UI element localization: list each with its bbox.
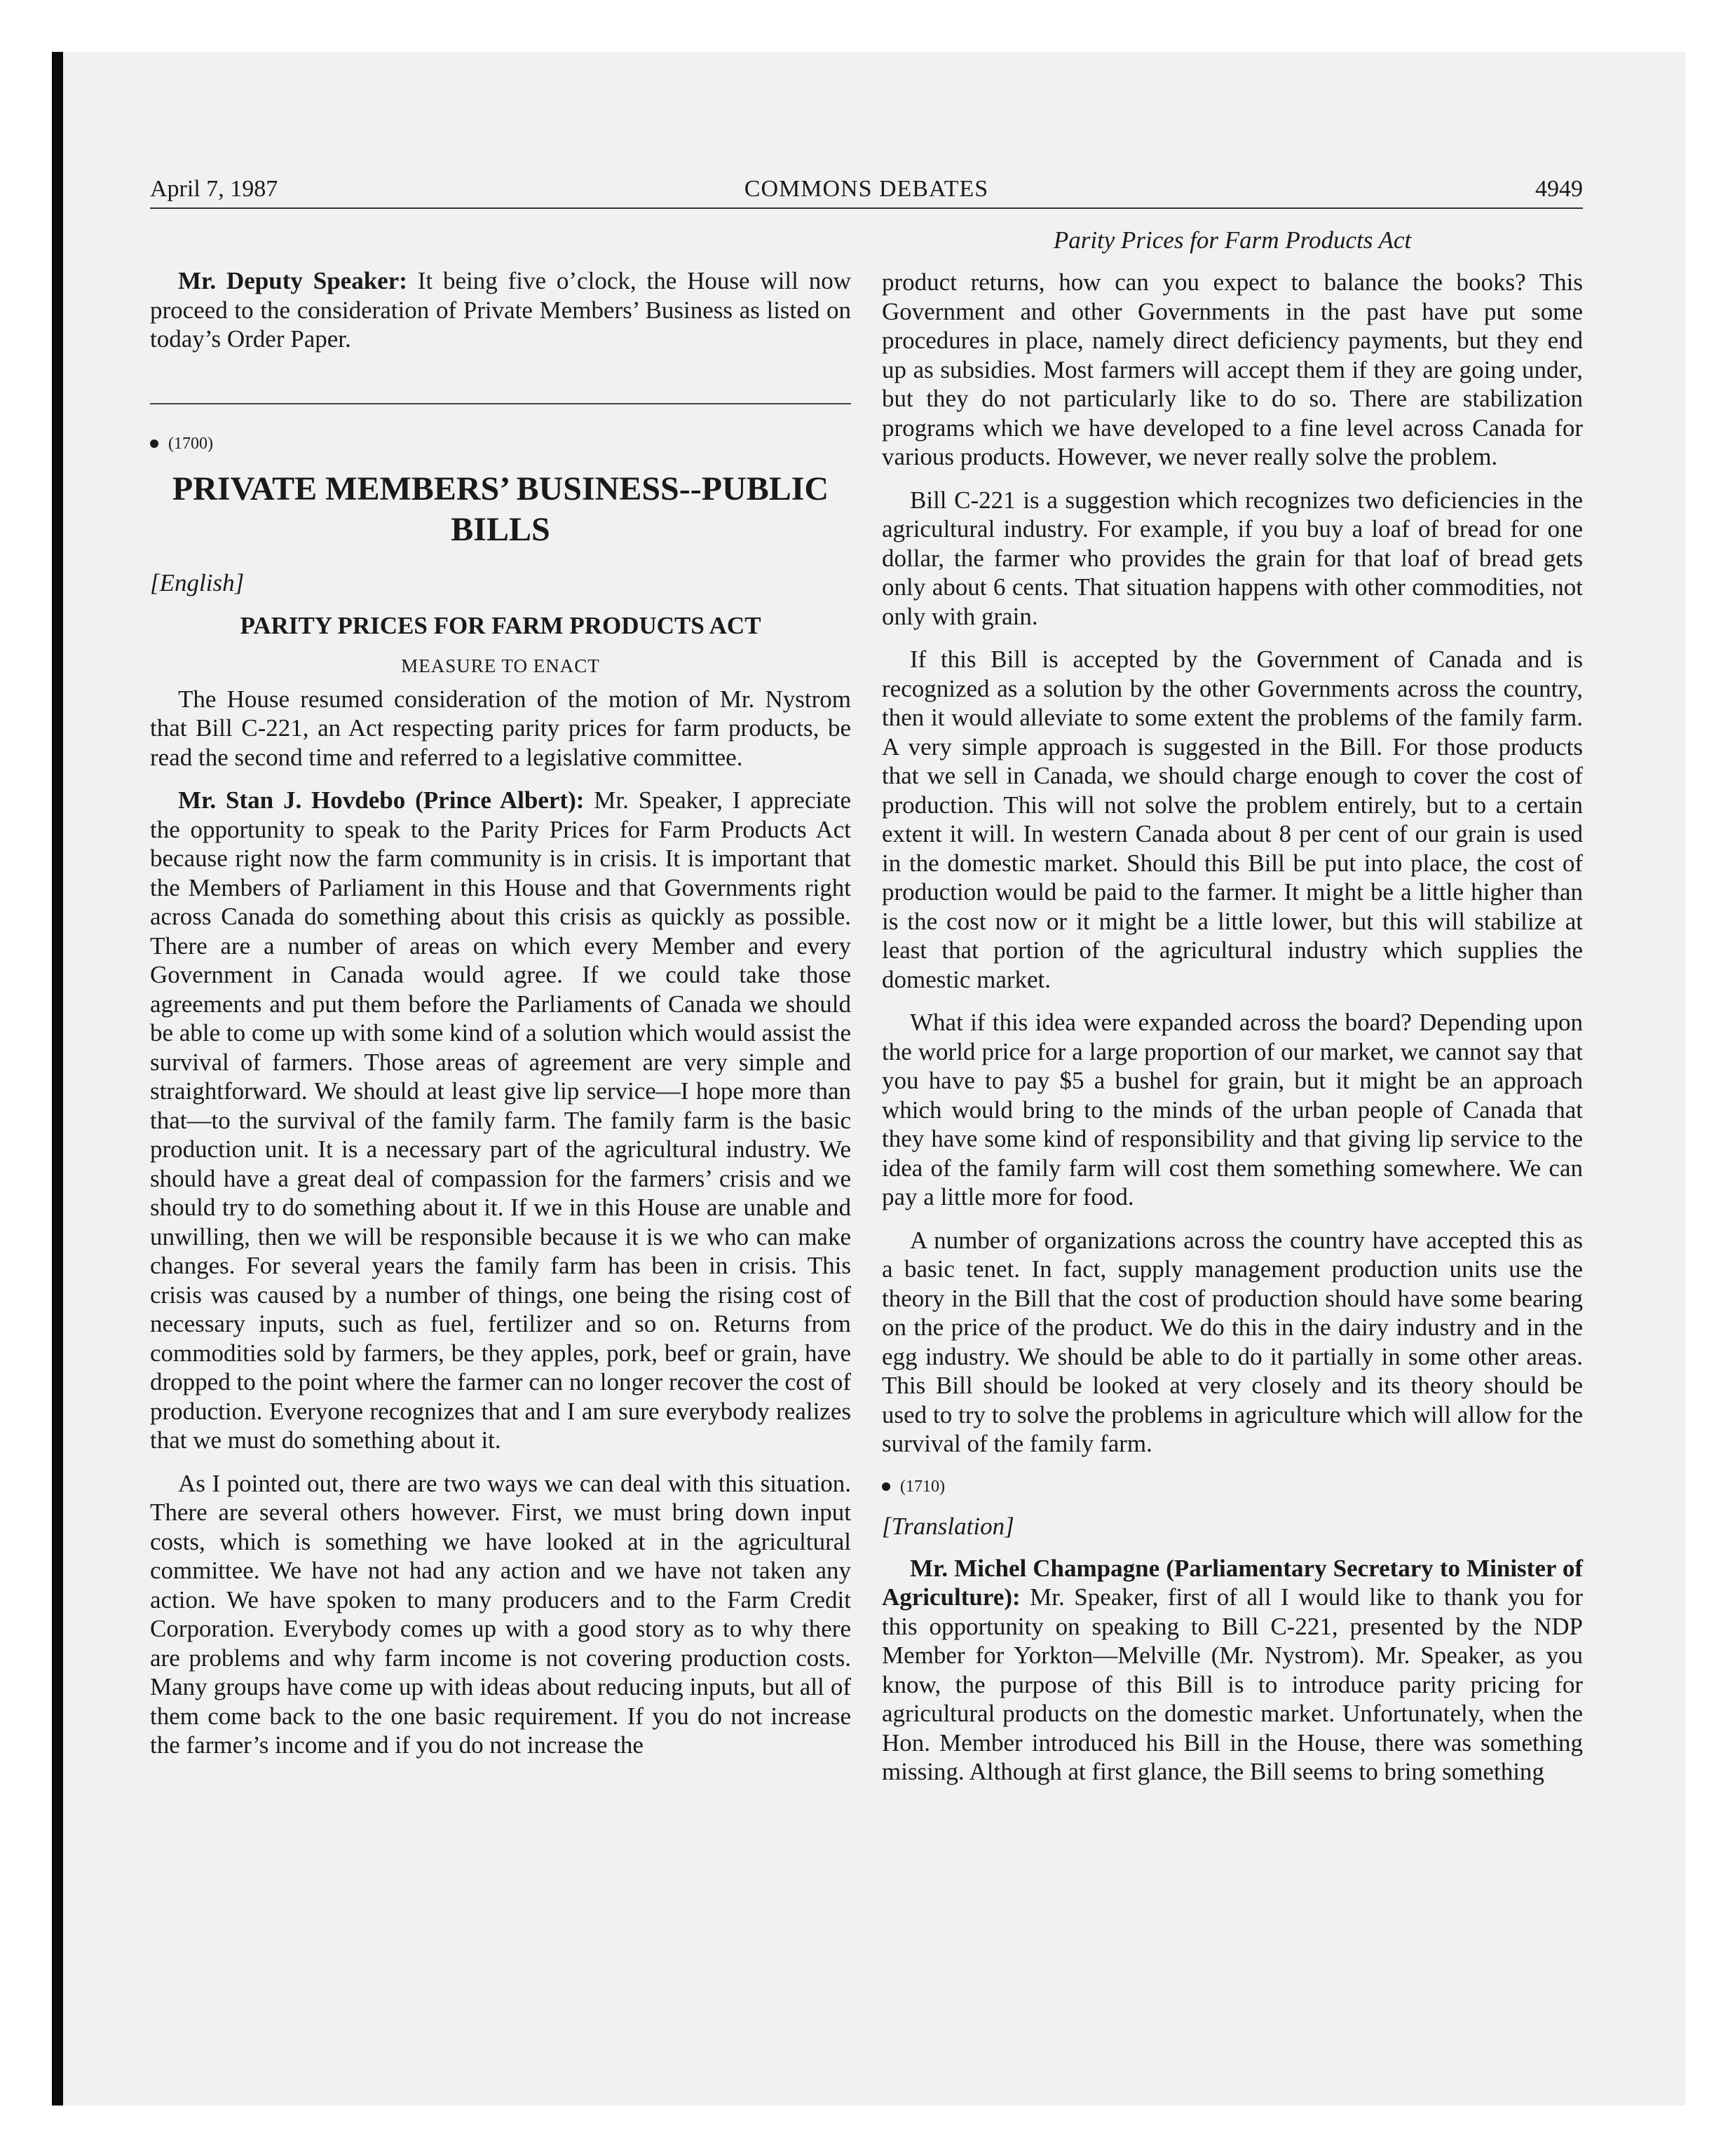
paragraph-text: Mr. Speaker, first of all I would like to thank you for this opportunity on speaking to Bill C-221, presented by the NDP Member for Yorkton—Melville (Mr. Nystrom). Mr. Speaker, as you know, the purpose of this Bill is to introduce parity pricing for agricultural products on the domestic market. Unfortunately, when the Hon. Member introduced his Bill in the House, there was something missing. Although at first glance, the Bill seems to bring something — [882, 1583, 1583, 1785]
speaker-name: Mr. Deputy Speaker: — [178, 267, 407, 294]
right-column — [882, 226, 1583, 1801]
speaker-name: Mr. Michel Champagne (Parliamentary Secretary to Minister of Agriculture): — [882, 1554, 1583, 1611]
paragraph-text: It being five o’clock, the House will now proceed to the consideration of Private Members’ Business as listed on today’s Order Paper. — [150, 267, 851, 353]
section-divider — [150, 403, 851, 404]
body-paragraph: A number of organizations across the country have accepted this as a basic tenet. In fact, supply management production units use the theory in the Bill that the cost of production should have some bearing on the price of the product. We do this in the dairy industry and in the egg industry. We should be able to do it partially in some other areas. This Bill should be looked at very closely and its theory should be used to try to solve the problems in agriculture which will allow for the survival of the family farm. — [882, 1226, 1583, 1457]
section-heading: PRIVATE MEMBERS’ BUSINESS--PUBLIC BILLS — [172, 470, 829, 548]
left-column — [150, 266, 851, 1774]
bullet-icon — [882, 1482, 890, 1491]
hovdebo-speech-paragraph — [150, 786, 851, 1455]
time-marker — [882, 1473, 1583, 1501]
subject-heading: Parity Prices for Farm Products Act — [1053, 226, 1412, 254]
language-tag: [Translation] — [882, 1512, 1014, 1540]
champagne-speech-paragraph — [882, 1554, 1583, 1787]
header-page-number: 4949 — [1535, 176, 1583, 202]
time-marker-text: (1700) — [168, 434, 213, 453]
running-head — [150, 174, 1583, 209]
continued-paragraph: product returns, how can you expect to balance the books? This Government and other Governments in the past have put some procedures in place, namely direct deficiency payments, but they end up as subsidies. Most farmers will accept them if they are going under, but they do not particularly like to do so. There are stabilization programs which we have developed to a fine level across Canada for various products. However, we never really solve the problem. — [882, 268, 1583, 470]
bill-subheading: MEASURE TO ENACT — [401, 655, 600, 676]
time-marker-text: (1710) — [900, 1477, 945, 1496]
bullet-icon — [150, 439, 158, 448]
body-paragraph: Bill C-221 is a suggestion which recognizes two deficiencies in the agricultural industry. For example, if you buy a loaf of bread for one dollar, the farmer who provides the grain for that loaf of bread gets only about 6 cents. That situation happens with other commodities, not only with grain. — [882, 486, 1583, 630]
bill-heading: PARITY PRICES FOR FARM PRODUCTS ACT — [240, 611, 761, 639]
hovdebo-speech-paragraph-2: As I pointed out, there are two ways we can deal with this situation. There are several others however. First, we must bring down input costs, which is something we have looked at in the agricultural committee. We have not had any action and we have not taken any action. We have spoken to many producers and to the Farm Credit Corporation. Everybody comes up with a good story as to why there are problems and why farm income is not covering production costs. Many groups have come up with ideas about reducing inputs, but all of them come back to the one basic requirement. If you do not increase the farmer’s income and if you do not increase the — [150, 1469, 851, 1759]
deputy-speaker-paragraph — [150, 266, 851, 354]
header-date: April 7, 1987 — [150, 176, 278, 202]
body-paragraph: If this Bill is accepted by the Government of Canada and is recognized as a solution by the other Governments across the country, then it would alleviate to some extent the problems of the family farm. A very simple approach is suggested in the Bill. For those products that we sell in Canada, we should charge enough to cover the cost of production. This will not solve the problem entirely, but to a certain extent it will. In western Canada about 8 per cent of our grain is used in the domestic market. Should this Bill be put into place, the cost of production would be paid to the farmer. It might be a little higher than is the cost now or it might be a little lower, but this will stabilize at least that portion of the agricultural industry which supplies the domestic market. — [882, 646, 1583, 993]
language-tag: [English] — [150, 568, 245, 596]
motion-paragraph: The House resumed consideration of the motion of Mr. Nystrom that Bill C-221, an Act respecting parity prices for farm products, be read the second time and referred to a legislative committee. — [150, 685, 851, 771]
header-publication-title: COMMONS DEBATES — [744, 176, 989, 202]
binding-edge — [52, 52, 63, 2106]
body-paragraph: What if this idea were expanded across the board? Depending upon the world price for a large proportion of our market, we cannot say that you have to pay $5 a bushel for grain, but it might be an approach which would bring to the minds of the urban people of Canada that they have some kind of responsibility and that giving lip service to the idea of the family farm will cost them something somewhere. We can pay a little more for food. — [882, 1009, 1583, 1210]
time-marker — [150, 430, 851, 458]
paragraph-text: Mr. Speaker, I appreciate the opportunity to speak to the Parity Prices for Farm Products Act because right now the farm community is in crisis. It is important that the Members of Parliament in this House and that Governments right across Canada do something about this crisis as quickly as possible. There are a number of areas on which every Member and every Government in Canada would agree. If we could take those agreements and put them before the Parliaments of Canada we should be able to come up with some kind of a solution which would assist the survival of farmers. Those areas of agreement are very simple and straightforward. We should at least give lip service—I hope more than that—to the survival of the family farm. The family farm is the basic production unit. It is a necessary part of the agricultural industry. We should have a great deal of compassion for the farmers’ crisis and we should try to do something about it. If we in this House are unable and unwilling, then we will be responsible because it is we who can make changes. For several years the family farm has been in crisis. This crisis was caused by a number of things, one being the rising cost of necessary inputs, such as fuel, fertilizer and so on. Returns from commodities sold by farmers, be they apples, pork, beef or grain, have dropped to the point where the farmer can no longer recover the cost of production. Everyone recognizes that and I am sure everybody realizes that we must do something about it. — [150, 786, 851, 1454]
speaker-name: Mr. Stan J. Hovdebo (Prince Albert): — [178, 786, 585, 814]
